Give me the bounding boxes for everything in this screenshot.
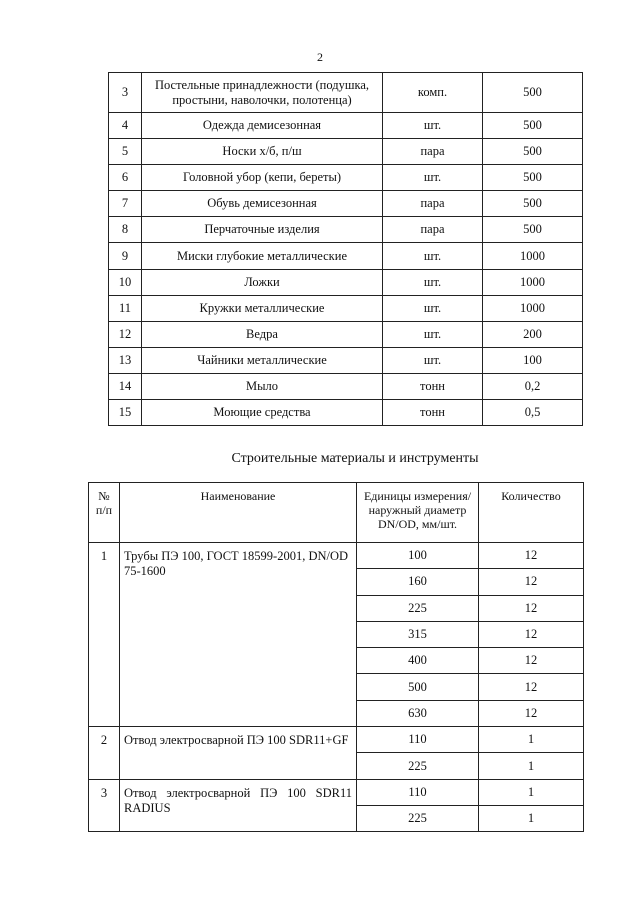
quantity-value: 12 xyxy=(479,674,584,700)
quantity-value: 1 xyxy=(479,779,584,805)
group-name: Отвод электросварной ПЭ 100 SDR11 RADIUS xyxy=(120,779,357,832)
item-name: Одежда демисезонная xyxy=(142,113,383,139)
item-unit: шт. xyxy=(383,269,483,295)
table-row xyxy=(109,139,583,165)
diameter-value: 225 xyxy=(357,595,479,621)
diameter-value: 225 xyxy=(357,753,479,779)
header-num-text: № п/п xyxy=(95,489,113,517)
item-quantity: 1000 xyxy=(483,269,583,295)
header-unit xyxy=(357,483,479,543)
group-number: 2 xyxy=(89,727,120,780)
item-name: Моющие средства xyxy=(142,400,383,426)
row-number: 13 xyxy=(109,347,142,373)
item-quantity: 500 xyxy=(483,165,583,191)
item-quantity: 1000 xyxy=(483,295,583,321)
quantity-value: 12 xyxy=(479,595,584,621)
header-num xyxy=(89,483,120,543)
table-row xyxy=(109,373,583,399)
item-name: Носки х/б, п/ш xyxy=(142,139,383,165)
item-unit: пара xyxy=(383,191,483,217)
item-quantity: 500 xyxy=(483,139,583,165)
item-name: Обувь демисезонная xyxy=(142,191,383,217)
row-number: 12 xyxy=(109,321,142,347)
section-heading: Строительные материалы и инструменты xyxy=(231,451,479,466)
item-name: Кружки металлические xyxy=(142,295,383,321)
page-number: 2 xyxy=(317,50,323,64)
row-number: 10 xyxy=(109,269,142,295)
construction-materials-table xyxy=(88,482,584,832)
item-unit: шт. xyxy=(383,243,483,269)
row-number: 9 xyxy=(109,243,142,269)
item-name: Ведра xyxy=(142,321,383,347)
table-row xyxy=(109,400,583,426)
item-name: Мыло xyxy=(142,373,383,399)
item-unit: тонн xyxy=(383,400,483,426)
row-number: 14 xyxy=(109,373,142,399)
header-qty: Количество xyxy=(479,483,584,543)
table-row xyxy=(109,295,583,321)
row-number: 3 xyxy=(109,73,142,113)
diameter-value: 160 xyxy=(357,569,479,595)
item-quantity: 500 xyxy=(483,191,583,217)
table-row xyxy=(109,113,583,139)
item-quantity: 500 xyxy=(483,217,583,243)
quantity-value: 12 xyxy=(479,543,584,569)
row-number: 7 xyxy=(109,191,142,217)
row-number: 5 xyxy=(109,139,142,165)
row-number: 15 xyxy=(109,400,142,426)
quantity-value: 12 xyxy=(479,700,584,726)
table-row xyxy=(109,269,583,295)
header-name: Наименование xyxy=(120,483,357,543)
group-number: 3 xyxy=(89,779,120,832)
quantity-value: 12 xyxy=(479,621,584,647)
item-name: Постельные принадлежности (подушка, простыни, наволочки, полотенца) xyxy=(142,73,383,113)
item-quantity: 0,5 xyxy=(483,400,583,426)
supplies-table xyxy=(108,72,583,426)
quantity-value: 1 xyxy=(479,805,584,831)
item-quantity: 500 xyxy=(483,113,583,139)
quantity-value: 12 xyxy=(479,569,584,595)
item-unit: шт. xyxy=(383,165,483,191)
item-name: Чайники металлические xyxy=(142,347,383,373)
header-unit-text: Единицы измерения/ наружный диаметр DN/OD, мм/шт. xyxy=(363,489,472,531)
item-quantity: 0,2 xyxy=(483,373,583,399)
diameter-value: 500 xyxy=(357,674,479,700)
table-row xyxy=(109,191,583,217)
diameter-value: 630 xyxy=(357,700,479,726)
diameter-value: 315 xyxy=(357,621,479,647)
item-name: Перчаточные изделия xyxy=(142,217,383,243)
item-unit: шт. xyxy=(383,113,483,139)
table-row xyxy=(109,73,583,113)
item-unit: пара xyxy=(383,217,483,243)
table-row xyxy=(89,543,584,569)
item-quantity: 500 xyxy=(483,73,583,113)
item-quantity: 200 xyxy=(483,321,583,347)
row-number: 8 xyxy=(109,217,142,243)
item-quantity: 1000 xyxy=(483,243,583,269)
table-header-row xyxy=(89,483,584,543)
item-unit: пара xyxy=(383,139,483,165)
item-quantity: 100 xyxy=(483,347,583,373)
diameter-value: 110 xyxy=(357,779,479,805)
item-unit: шт. xyxy=(383,295,483,321)
row-number: 4 xyxy=(109,113,142,139)
item-name: Миски глубокие металлические xyxy=(142,243,383,269)
group-number: 1 xyxy=(89,543,120,727)
item-unit: шт. xyxy=(383,321,483,347)
supplies-table-body xyxy=(109,73,583,426)
row-number: 6 xyxy=(109,165,142,191)
table-row xyxy=(109,165,583,191)
diameter-value: 100 xyxy=(357,543,479,569)
item-unit: шт. xyxy=(383,347,483,373)
table-row xyxy=(109,321,583,347)
item-unit: комп. xyxy=(383,73,483,113)
item-name: Ложки xyxy=(142,269,383,295)
diameter-value: 110 xyxy=(357,727,479,753)
item-unit: тонн xyxy=(383,373,483,399)
quantity-value: 1 xyxy=(479,727,584,753)
table-row xyxy=(109,243,583,269)
construction-materials-table-body xyxy=(89,543,584,832)
diameter-value: 400 xyxy=(357,648,479,674)
item-name: Головной убор (кепи, береты) xyxy=(142,165,383,191)
group-name: Отвод электросварной ПЭ 100 SDR11+GF xyxy=(120,727,357,780)
quantity-value: 1 xyxy=(479,753,584,779)
group-name: Трубы ПЭ 100, ГОСТ 18599-2001, DN/OD 75-1600 xyxy=(120,543,357,727)
table-row xyxy=(109,347,583,373)
table-row xyxy=(89,779,584,805)
table-row xyxy=(109,217,583,243)
table-row xyxy=(89,727,584,753)
row-number: 11 xyxy=(109,295,142,321)
diameter-value: 225 xyxy=(357,805,479,831)
quantity-value: 12 xyxy=(479,648,584,674)
